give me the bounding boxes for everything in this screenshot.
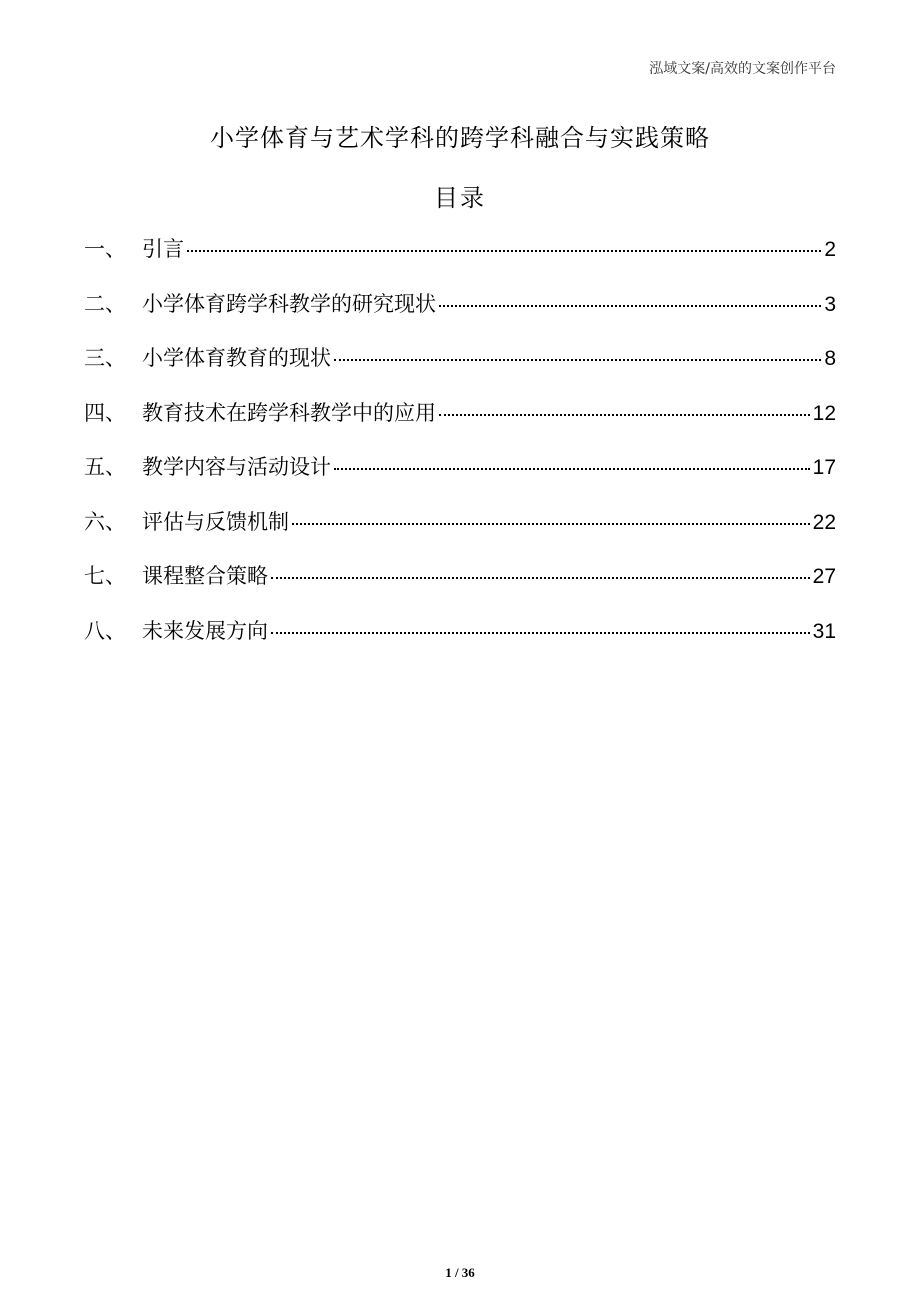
toc-entry-label: 教育技术在跨学科教学中的应用 xyxy=(142,400,436,425)
toc-dot-leader xyxy=(439,305,821,307)
page-header: 泓域文案/高效的文案创作平台 xyxy=(649,61,836,77)
toc-entry-introduction[interactable] xyxy=(84,233,836,288)
toc-entry-number: 三、 xyxy=(84,346,126,370)
toc-entry-evaluation[interactable] xyxy=(84,506,836,561)
toc-entry-page: 8 xyxy=(824,347,836,370)
toc-entry-label: 教学内容与活动设计 xyxy=(142,455,331,479)
toc-entry-page: 2 xyxy=(824,238,836,261)
table-of-contents xyxy=(84,233,836,669)
toc-entry-number: 七、 xyxy=(84,564,126,588)
document-title: 小学体育与艺术学科的跨学科融合与实践策略 xyxy=(210,124,710,152)
toc-entry-label: 评估与反馈机制 xyxy=(142,509,289,534)
toc-dot-leader xyxy=(334,359,821,361)
toc-entry-page: 17 xyxy=(812,456,836,479)
toc-dot-leader xyxy=(334,468,810,470)
toc-entry-label: 引言 xyxy=(142,237,184,261)
toc-entry-page: 12 xyxy=(812,401,836,425)
toc-dot-leader xyxy=(271,577,810,579)
toc-entry-number: 六、 xyxy=(84,509,126,534)
toc-entry-page: 3 xyxy=(824,292,836,316)
toc-entry-curriculum[interactable] xyxy=(84,560,836,615)
toc-dot-leader xyxy=(187,250,821,252)
page-number-indicator: 1 / 36 xyxy=(445,1265,475,1280)
toc-dot-leader xyxy=(271,632,810,634)
toc-entry-number: 四、 xyxy=(84,400,126,425)
toc-entry-edtech[interactable] xyxy=(84,397,836,452)
toc-entry-page: 22 xyxy=(812,510,836,534)
toc-entry-future[interactable] xyxy=(84,615,836,670)
toc-entry-label: 小学体育教育的现状 xyxy=(142,346,331,370)
toc-entry-label: 小学体育跨学科教学的研究现状 xyxy=(142,291,436,316)
toc-entry-research-status[interactable] xyxy=(84,288,836,343)
toc-entry-pe-status[interactable] xyxy=(84,342,836,397)
toc-dot-leader xyxy=(292,523,810,525)
toc-entry-number: 五、 xyxy=(84,455,126,479)
toc-title: 目录 xyxy=(434,184,486,212)
toc-dot-leader xyxy=(439,414,810,416)
toc-entry-label: 未来发展方向 xyxy=(142,618,268,643)
toc-entry-page: 27 xyxy=(812,565,836,588)
toc-entry-content-design[interactable] xyxy=(84,451,836,506)
toc-entry-number: 二、 xyxy=(84,291,126,316)
toc-entry-number: 八、 xyxy=(84,618,126,643)
toc-entry-label: 课程整合策略 xyxy=(142,564,268,588)
toc-entry-page: 31 xyxy=(812,619,836,643)
toc-entry-number: 一、 xyxy=(84,237,126,261)
